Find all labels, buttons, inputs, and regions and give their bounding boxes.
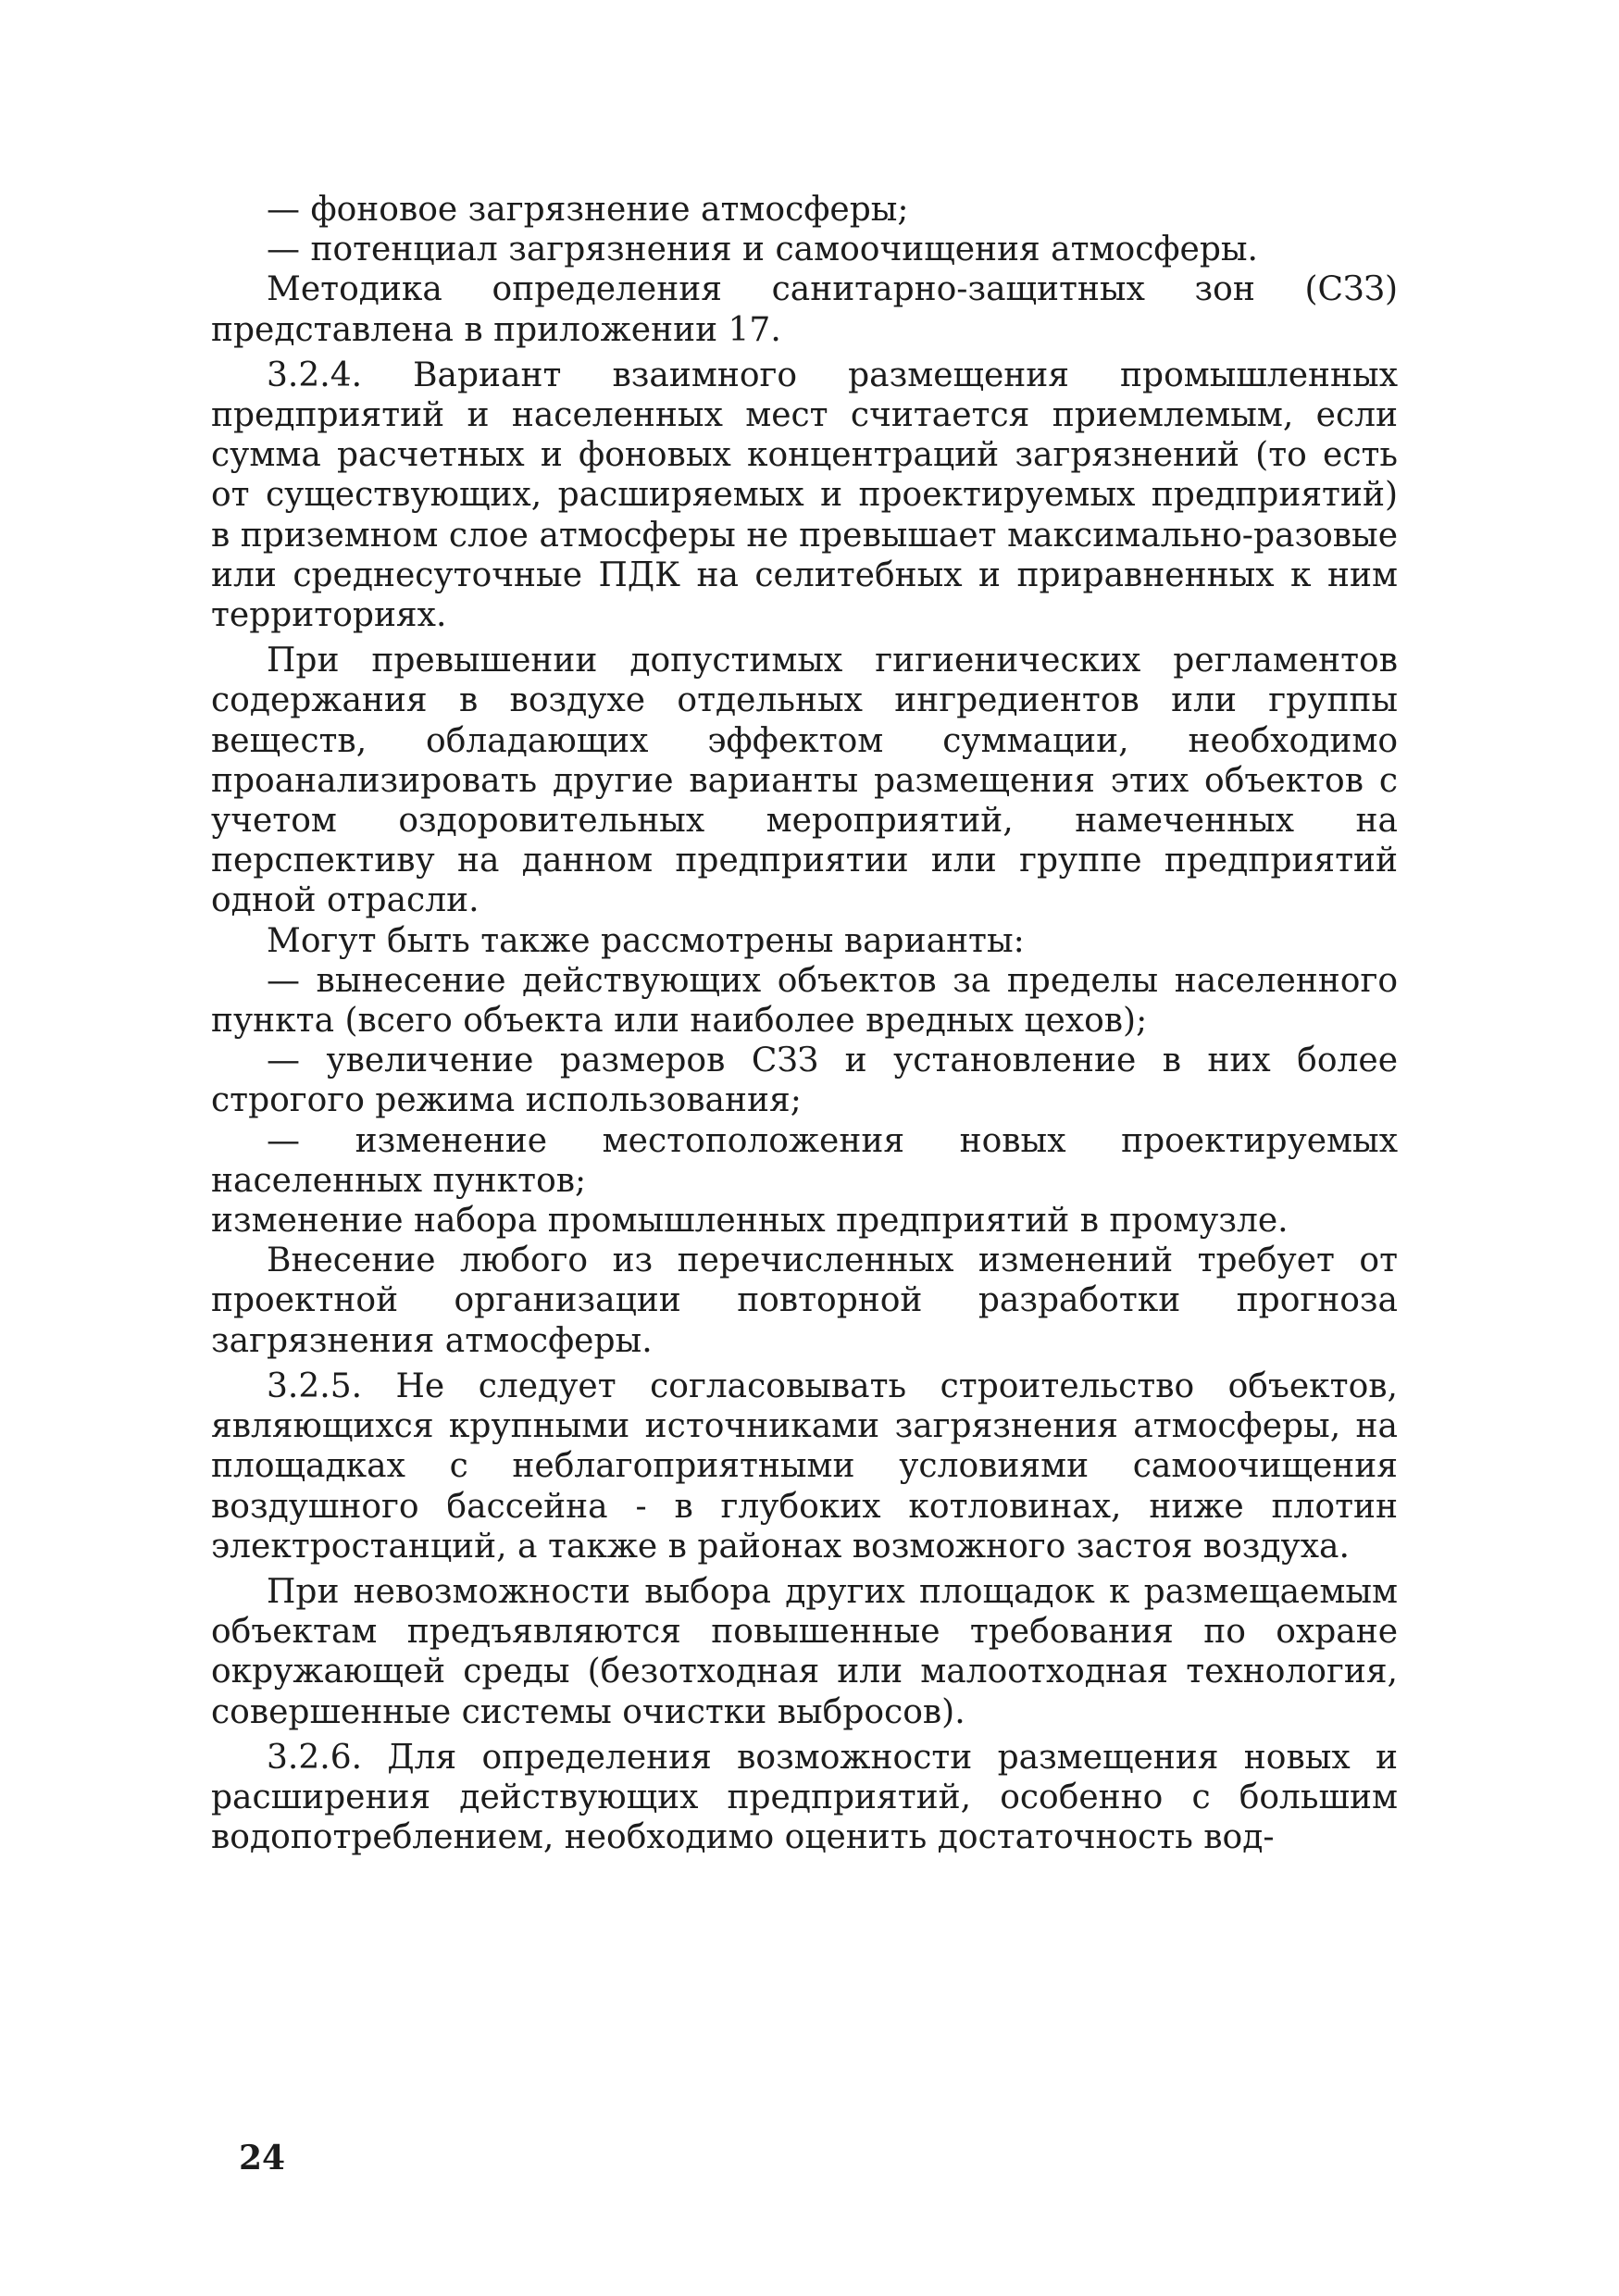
page-body bbox=[211, 190, 1398, 1857]
paragraph-redevelopment: Внесение любого из перечисленных изменений требует от проектной организации повторной разработки прогноза загрязнения атмосферы. bbox=[211, 1242, 1398, 1360]
paragraph-section-3-2-6: 3.2.6. Для определения возможности размещения новых и расширения действующих предприятий, особенно с большим водопотреблением, необходимо оценить достаточность вод- bbox=[211, 1738, 1398, 1857]
paragraph-section-3-2-4: 3.2.4. Вариант взаимного размещения промышленных предприятий и населенных мест считается приемлемым, если сумма расчетных и фоновых концентраций загрязнений (то есть от существующих, расширяемых и проектируемых предприятий) в приземном слое атмосферы не превышает максимально-разовые или среднесуточные ПДК на селитебных и приравненных к ним территориях. bbox=[211, 356, 1398, 635]
paragraph-background-pollution: — фоновое загрязнение атмосферы; bbox=[267, 191, 909, 229]
list-item-relocation: — вынесение действующих объектов за пределы населенного пункта (всего объекта или наиболее вредных цехов); bbox=[211, 961, 1398, 1041]
paragraph-method-reference: Методика определения санитарно-защитных зон (СЗЗ) представлена в приложении 17. bbox=[211, 270, 1398, 349]
paragraph-increased-requirements: При невозможности выбора других площадок к размещаемым объектам предъявляются повышенные требования по охране окружающей среды (безотходная или малоотходная технология, совершенные системы очистки выбросов). bbox=[211, 1572, 1398, 1731]
paragraph-pollution-potential: — потенциал загрязнения и самоочищения атмосферы. bbox=[267, 231, 1258, 269]
list-item-enterprise-set: изменение набора промышленных предприятий в промузле. bbox=[211, 1202, 1289, 1241]
paragraph-exceeding-limits: При превышении допустимых гигиенических регламентов содержания в воздухе отдельных ингредиентов или группы веществ, обладающих эффектом суммации, необходимо проанализировать другие варианты размещения этих объектов с учетом оздоровительных мероприятий, намеченных на перспективу на данном предприятии или группе предприятий одной отрасли. bbox=[211, 642, 1398, 920]
paragraph-section-3-2-5: 3.2.5. Не следует согласовывать строительство объектов, являющихся крупными источниками загрязнения атмосферы, на площадках с неблагоприятными условиями самоочищения воздушного бассейна - в глубоких котловинах, ниже плотин электростанций, а также в районах возможного застоя воздуха. bbox=[211, 1366, 1398, 1566]
paragraph-variants-intro: Могут быть также рассмотрены варианты: bbox=[267, 921, 1025, 960]
page-number: 24 bbox=[239, 2139, 286, 2177]
list-item-szz-increase: — увеличение размеров СЗЗ и установление в них более строгого режима использования; bbox=[211, 1042, 1398, 1120]
list-item-settlement-location: — изменение местоположения новых проектируемых населенных пунктов; bbox=[211, 1121, 1398, 1200]
